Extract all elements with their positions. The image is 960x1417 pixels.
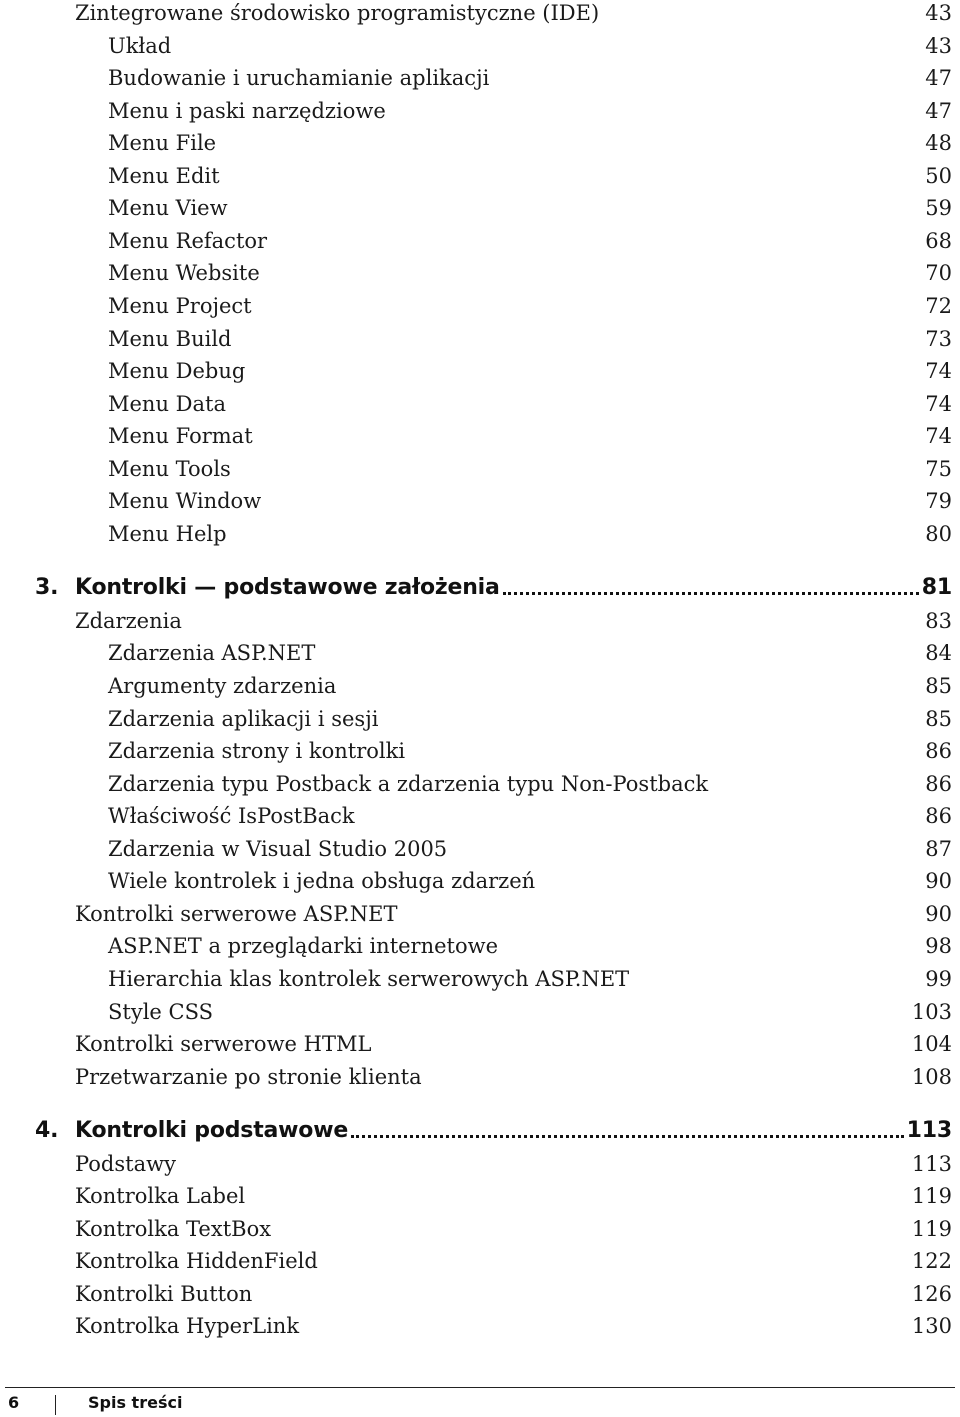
- toc-entry[interactable]: [75, 1281, 952, 1307]
- toc-entry[interactable]: [75, 1151, 952, 1177]
- toc-entry[interactable]: [108, 423, 952, 449]
- toc-entry[interactable]: [75, 901, 952, 927]
- toc-page-number: 87: [925, 836, 952, 861]
- toc-entry-title: Podstawy: [75, 1151, 176, 1176]
- toc-entry-title: Kontrolka HiddenField: [75, 1249, 318, 1274]
- toc-entry[interactable]: [75, 0, 952, 26]
- toc-entry[interactable]: [108, 33, 952, 59]
- toc-entry-title: Przetwarzanie po stronie klienta: [75, 1064, 422, 1089]
- toc-entry[interactable]: [108, 738, 952, 764]
- toc-page-number: 126: [911, 1281, 952, 1306]
- toc-entry[interactable]: [108, 868, 952, 894]
- toc-entry[interactable]: [108, 521, 952, 547]
- toc-page-number: 90: [925, 869, 952, 894]
- toc-page-number: 74: [925, 391, 952, 416]
- page-footer: [0, 1393, 960, 1415]
- toc-page-number: 119: [911, 1216, 952, 1241]
- toc-entry[interactable]: [108, 456, 952, 482]
- toc-entry-title: Menu Build: [108, 326, 232, 351]
- toc-page-number: 79: [925, 489, 952, 514]
- toc-page-number: 119: [911, 1184, 952, 1209]
- toc-entry[interactable]: [108, 771, 952, 797]
- toc-entry[interactable]: [108, 358, 952, 384]
- toc-entry-title: Menu Refactor: [108, 228, 268, 253]
- toc-page-number: 103: [911, 999, 952, 1024]
- toc-entry-title: Zdarzenia strony i kontrolki: [108, 739, 406, 764]
- toc-entry[interactable]: [108, 98, 952, 124]
- toc-page-number: 86: [925, 771, 952, 796]
- toc-page-number: 43: [925, 33, 952, 58]
- toc-chapter[interactable]: [35, 575, 952, 601]
- toc-entry-title: Właściwość IsPostBack: [108, 804, 355, 829]
- toc-entry[interactable]: [108, 933, 952, 959]
- toc-page-number: 113: [906, 1118, 952, 1144]
- toc-page-number: 108: [911, 1064, 952, 1089]
- toc-page-number: 113: [911, 1151, 952, 1176]
- dot-leader: [351, 1135, 904, 1138]
- toc-page-number: 80: [925, 521, 952, 546]
- toc-entry-title: Zdarzenia typu Postback a zdarzenia typu Non-Postback: [108, 771, 709, 796]
- toc-entry-title: Budowanie i uruchamianie aplikacji: [108, 66, 490, 91]
- toc-entry[interactable]: [108, 228, 952, 254]
- toc-entry[interactable]: [75, 1064, 952, 1090]
- toc-entry-title: Kontrolki — podstawowe założenia: [75, 575, 500, 601]
- dot-leader: [503, 592, 919, 595]
- toc-entry-title: Zintegrowane środowisko programistyczne (IDE): [75, 1, 600, 25]
- toc-entry[interactable]: [108, 65, 952, 91]
- toc-page-number: 86: [925, 739, 952, 764]
- toc-entry-title: Menu Help: [108, 521, 227, 546]
- toc-page-number: 130: [911, 1314, 952, 1339]
- toc-entry-title: Kontrolki podstawowe: [75, 1118, 349, 1144]
- toc-entry-title: Menu Website: [108, 261, 260, 286]
- toc-entry[interactable]: [108, 803, 952, 829]
- toc-entry[interactable]: [75, 1248, 952, 1274]
- toc-entry-title: Menu i paski narzędziowe: [108, 98, 386, 123]
- toc-page-number: 74: [925, 359, 952, 384]
- toc-entry[interactable]: [108, 966, 952, 992]
- toc-page-number: 75: [925, 456, 952, 481]
- toc-entry-title: Menu Edit: [108, 163, 220, 188]
- toc-entry-title: Kontrolka Label: [75, 1184, 246, 1209]
- toc-entry[interactable]: [108, 260, 952, 286]
- toc-entry-title: Kontrolki serwerowe ASP.NET: [75, 901, 398, 926]
- toc-page-number: 72: [925, 293, 952, 318]
- toc-entry-title: Zdarzenia w Visual Studio 2005: [108, 836, 448, 861]
- toc-entry-title: Style CSS: [108, 999, 213, 1024]
- toc-entry[interactable]: [108, 326, 952, 352]
- toc-entry-title: Menu Tools: [108, 456, 231, 481]
- toc-page-number: 47: [925, 66, 952, 91]
- toc-entry-title: Menu File: [108, 131, 217, 156]
- toc-page-number: 48: [925, 131, 952, 156]
- toc-page-number: 104: [911, 1032, 952, 1057]
- toc-entry-title: Kontrolka TextBox: [75, 1216, 272, 1241]
- toc-entry[interactable]: [75, 1183, 952, 1209]
- toc-page-number: 85: [925, 706, 952, 731]
- toc-entry[interactable]: [108, 130, 952, 156]
- toc-page-number: 74: [925, 424, 952, 449]
- toc-entry[interactable]: [108, 163, 952, 189]
- toc-entry-title: Argumenty zdarzenia: [108, 674, 337, 698]
- toc-page-number: 68: [925, 228, 952, 253]
- toc-entry-title: Zdarzenia: [75, 608, 182, 633]
- toc-entry[interactable]: [75, 608, 952, 634]
- toc-entry-title: Menu Data: [108, 391, 226, 416]
- toc-entry-title: Menu View: [108, 196, 228, 221]
- toc-entry[interactable]: [108, 836, 952, 862]
- toc-page-number: 47: [925, 98, 952, 123]
- toc-entry[interactable]: [108, 999, 952, 1025]
- toc-page-number: 84: [925, 641, 952, 666]
- toc-entry[interactable]: [108, 195, 952, 221]
- toc-entry-title: ASP.NET a przeglądarki internetowe: [108, 934, 499, 959]
- toc-page-number: 50: [925, 163, 952, 188]
- toc-page-number: 122: [911, 1249, 952, 1274]
- chapter-number: 4.: [35, 1118, 59, 1144]
- toc-entry-title: Menu Debug: [108, 359, 246, 384]
- chapter-number: 3.: [35, 575, 59, 601]
- toc-entry-title: Hierarchia klas kontrolek serwerowych ASP.NET: [108, 966, 630, 991]
- toc-entry[interactable]: [108, 706, 952, 732]
- toc-entry[interactable]: [108, 488, 952, 514]
- toc-page-number: 99: [925, 966, 952, 991]
- toc-entry[interactable]: [108, 673, 952, 699]
- toc-entry-title: Zdarzenia aplikacji i sesji: [108, 706, 379, 731]
- toc-page-number: 90: [925, 901, 952, 926]
- footer-rule: [5, 1387, 955, 1388]
- toc-entry-title: Kontrolki serwerowe HTML: [75, 1032, 372, 1057]
- footer-separator: [55, 1395, 56, 1415]
- toc-page-number: 83: [925, 608, 952, 633]
- footer-page-number: 6: [8, 1393, 20, 1412]
- toc-entry[interactable]: [108, 391, 952, 417]
- toc-page-number: 81: [921, 575, 952, 601]
- toc-page-number: 59: [925, 196, 952, 221]
- toc-entry-title: Menu Format: [108, 424, 253, 449]
- toc-entry[interactable]: [108, 293, 952, 319]
- footer-section-title: Spis treści: [88, 1393, 183, 1412]
- toc-entry-title: Kontrolki Button: [75, 1281, 253, 1306]
- toc-page-number: 86: [925, 804, 952, 829]
- toc-entry-title: Menu Window: [108, 489, 262, 514]
- toc-chapter[interactable]: [35, 1118, 952, 1144]
- toc-entry[interactable]: [75, 1313, 952, 1339]
- toc-entry-title: Zdarzenia ASP.NET: [108, 641, 316, 666]
- toc-entry-title: Układ: [108, 33, 172, 58]
- toc-page-number: 70: [925, 261, 952, 286]
- toc-page-number: 73: [925, 326, 952, 351]
- toc-entry-title: Kontrolka HyperLink: [75, 1314, 300, 1339]
- toc-page-number: 43: [925, 1, 952, 25]
- toc-entry[interactable]: [75, 1031, 952, 1057]
- toc-entry[interactable]: [75, 1216, 952, 1242]
- toc-entry[interactable]: [108, 640, 952, 666]
- toc-entry-title: Menu Project: [108, 293, 252, 318]
- toc-page-number: 85: [925, 674, 952, 698]
- toc-entry-title: Wiele kontrolek i jedna obsługa zdarzeń: [108, 869, 536, 894]
- toc-page-number: 98: [925, 934, 952, 959]
